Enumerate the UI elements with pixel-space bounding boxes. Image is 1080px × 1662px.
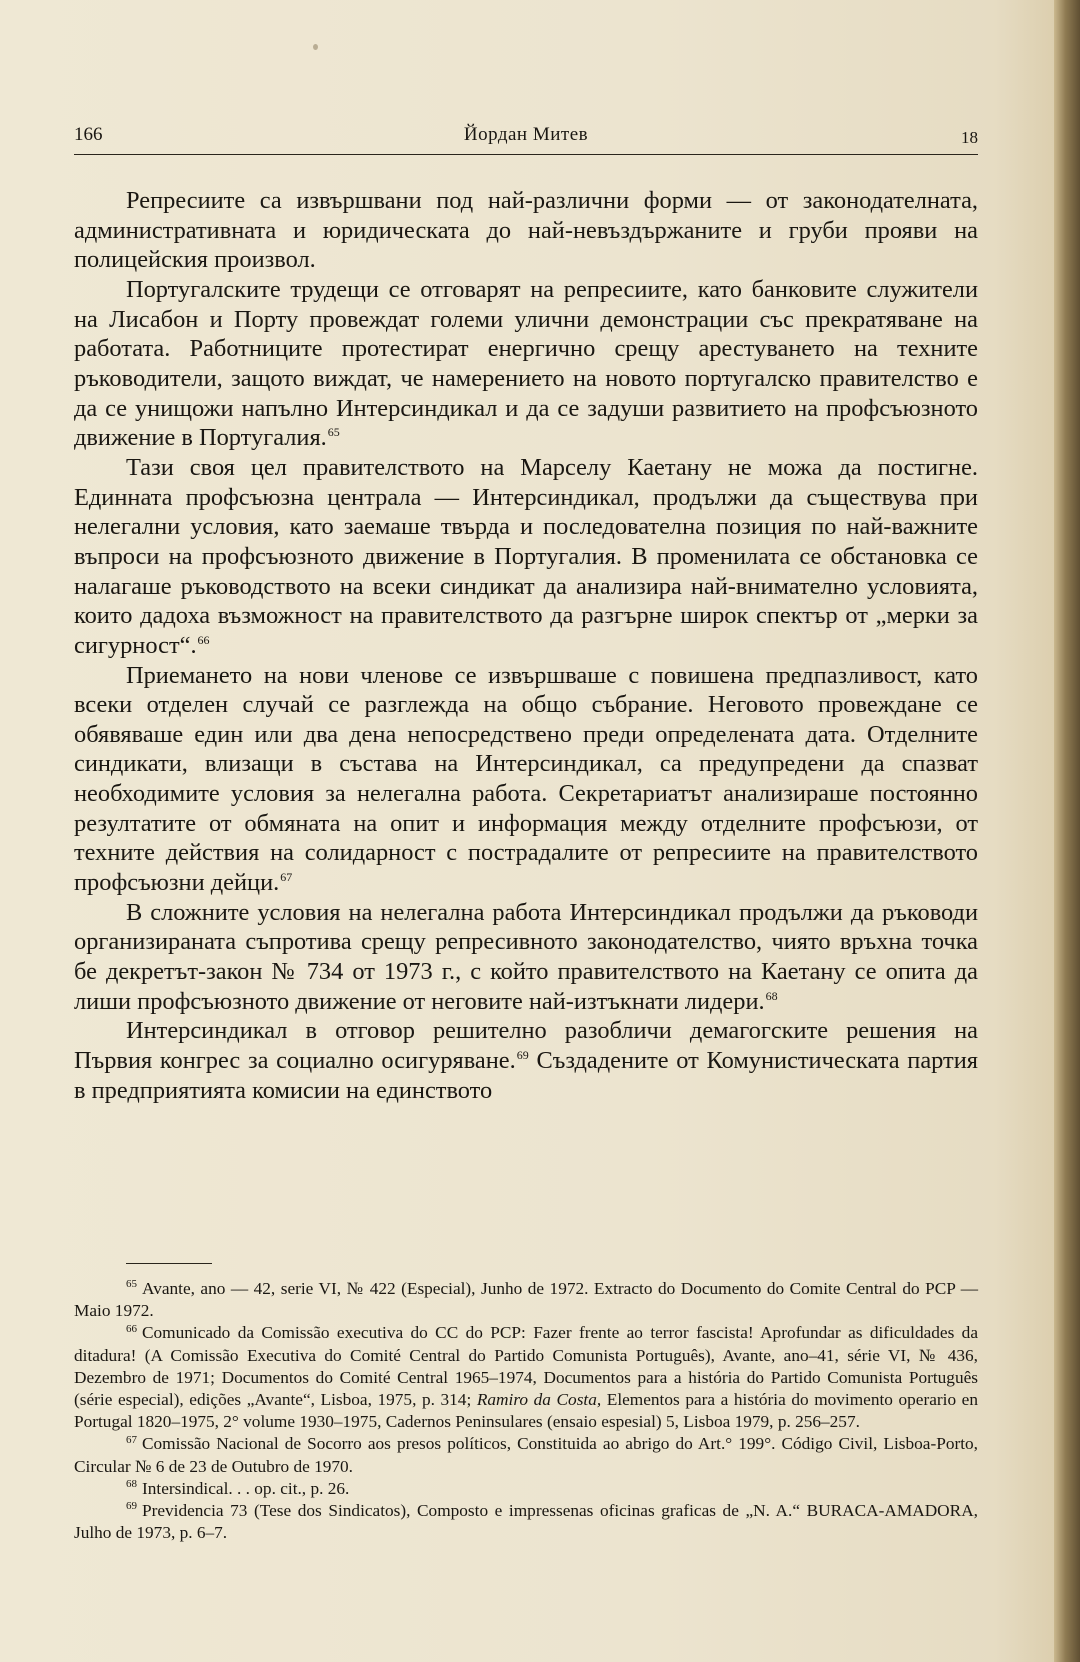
footnote: $^{67}$ Comissão Nacional de Socorro aos presos políticos, Constituida ao abrigo do Art.° 199°. Código Civil, Lisboa-Porto, Circular № 6 de 23 de Outubro de 1970. [74, 1433, 978, 1476]
paper-speck [313, 44, 318, 50]
footnote: $^{66}$ Comunicado da Comissão executiva do CC do PCP: Fazer frente ao terror fascista! Aprofundar as dificuldades da ditadura! (A Comissão Executiva do Comité Central do Partido Comunista Português), Avante, ano–41, série VI, № 436, Dezembro de 1971; Documentos do Comité Central 1965–1974, Documentos para a história do Partido Comunista Português (série especial), edições „Avante“, Lisboa, 1975, p. 314; Ramiro da Costa, Elementos para a história do movimento operario en Portugal 1820–1975, 2° volume 1930–1975, Cadernos Peninsulares (ensaio espesial) 5, Lisboa 1979, p. 256–257. [74, 1322, 978, 1432]
footnote-separator [126, 1263, 212, 1264]
running-title: Йордан Митев [463, 124, 589, 145]
footnote-number: 65 [126, 1278, 137, 1291]
paragraph: Интерсиндикал в отговор решително разобличи демагогските решения на Първия конгрес за социално осигуряване.$^{69}$ Създадените от Комунистическата партия в предприятията комисии на единството [74, 1017, 978, 1104]
footnote: $^{69}$ Previdencia 73 (Tese dos Sindicatos), Composto e impressenas oficinas graficas de „N. A.“ BURACA-AMADORA, Julho de 1973, p. 6–7. [74, 1500, 978, 1543]
paragraph: Репресиите са извършвани под най-различни форми — от законодателната, административната и юридическата до най-невъздържаните и груби прояви на полицейския произвол. [74, 187, 978, 274]
footnote-ref: 65 [327, 425, 340, 440]
author-name: Ramiro da Costa, [476, 1390, 602, 1410]
footnote-ref: 67 [280, 869, 293, 884]
footnote-number: 66 [126, 1322, 137, 1335]
paragraph: Тази своя цел правителството на Марселу Каетану не можа да постигне. Единната профсъюзна централа — Интерсиндикал, продължи да съществува при нелегални условия, като заемаше твърда и последователна позиция по най-важните въпроси на профсъюзното движение в Португалия. В променилата се обстановка се налагаше ръководството на всеки синдикат да анализира най-внимателно условията, които дадоха възможност на правителството да разгърне широк спектър от „мерки за сигурност“.$^{66}$ [74, 453, 978, 659]
main-text [74, 186, 978, 1105]
footnote-number: 67 [126, 1433, 137, 1446]
footnote-ref: 69 [516, 1047, 529, 1062]
running-header [74, 122, 978, 155]
footnote-ref: 68 [765, 988, 778, 1003]
book-spine-shadow [1054, 0, 1080, 1662]
page-number: 166 [74, 124, 103, 145]
footnote-number: 68 [126, 1478, 137, 1491]
paragraph: Приемането на нови членове се извършваше с повишена предпазливост, като всеки отделен случай се разглежда на общо събрание. Неговото провеждане се обявяваше един или два дена непосредствено преди определената дата. Отделните синдикати, влизащи в състава на Интерсиндикал, са предупредени да спазват необходимите условия за нелегална работа. Секретариатът анализираше постоянно резултатите от обмяната на опит и информация между отделните профсъюзи, от техните действия на солидарност с пострадалите от репресиите на правителството профсъюзни дейци.$^{67}$ [74, 661, 978, 897]
paragraph: Португалските трудещи се отговарят на репресиите, като банковите служители на Лисабон и Порту провеждат големи улични демонстрации със прекратяване на работата. Работниците протестират енергично срещу арестуването на техните ръководители, защото виждат, че намерението на новото португалско правителство е да се унищожи напълно Интерсиндикал и да се задуши развитието на профсъюзното движение в Португалия.$^{65}$ [74, 275, 978, 452]
footnote-number: 69 [126, 1500, 137, 1513]
footnote: $^{68}$ Intersindical. . . op. cit., p. 26. [126, 1478, 350, 1498]
signature-mark: 18 [961, 128, 978, 147]
footnotes [74, 1278, 978, 1544]
paragraph: В сложните условия на нелегална работа Интерсиндикал продължи да ръководи организираната съпротива срещу репресивното законодателство, чиято връхна точка бе декретът-закон № 734 от 1973 г., с който правителството на Каетану се опита да лиши профсъюзното движение от неговите най-изтъкнати лидери.$^{68}$ [74, 898, 978, 1015]
footnote: $^{65}$ Avante, ano — 42, serie VI, № 422 (Especial), Junho de 1972. Extracto do Documento do Comite Central do PCP — Maio 1972. [74, 1278, 978, 1321]
footnote-ref: 66 [197, 632, 210, 647]
